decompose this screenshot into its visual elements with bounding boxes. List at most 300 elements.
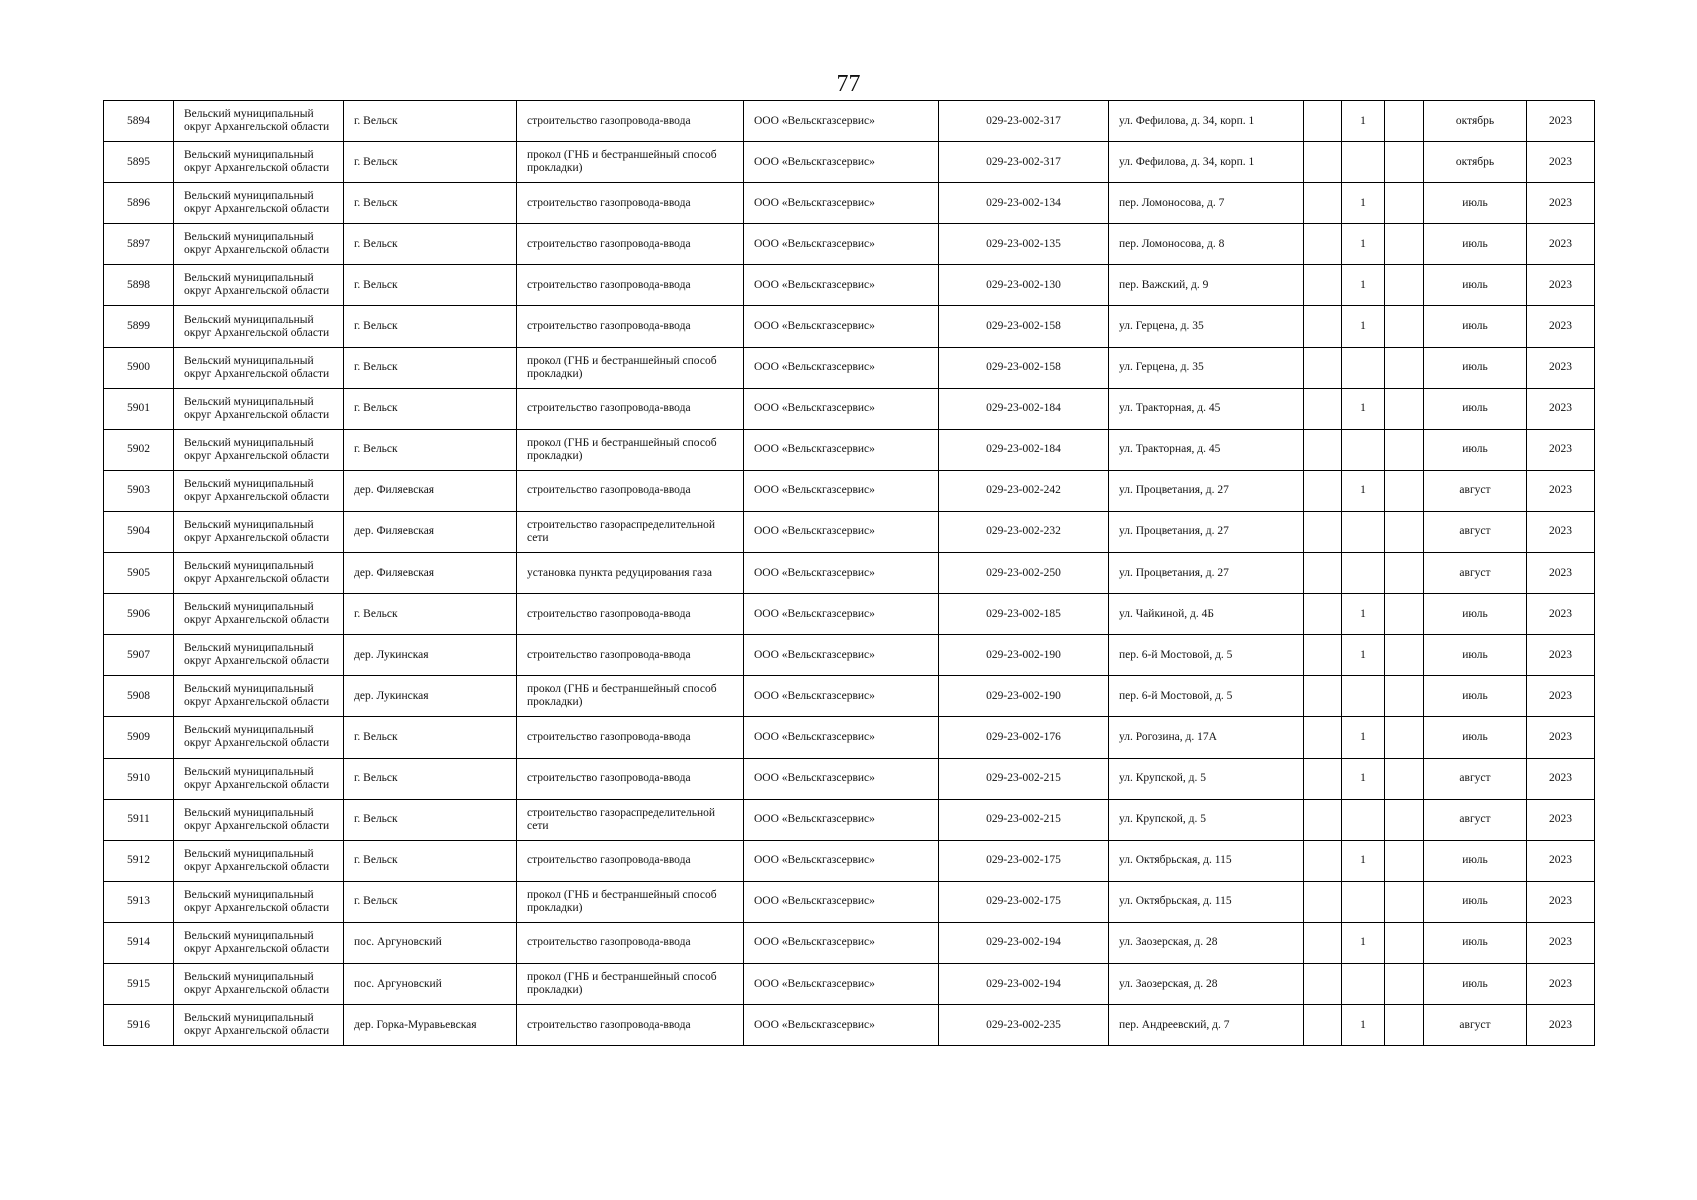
row-number: 5899	[104, 306, 174, 347]
row-work-type: строительство газопровода-ввода	[517, 306, 744, 347]
row-address: ул. Крупской, д. 5	[1109, 799, 1304, 840]
row-work-type: прокол (ГНБ и бестраншейный способ прокладки)	[517, 347, 744, 388]
table-row	[104, 922, 1595, 963]
row-locality: г. Вельск	[344, 881, 517, 922]
row-col-8	[1304, 963, 1342, 1004]
row-col-10	[1385, 758, 1424, 799]
row-col-10	[1385, 265, 1424, 306]
row-locality: дер. Филяевская	[344, 470, 517, 511]
row-month: июль	[1424, 635, 1527, 676]
table-row	[104, 347, 1595, 388]
table-row	[104, 594, 1595, 635]
row-year: 2023	[1527, 183, 1595, 224]
row-col-10	[1385, 388, 1424, 429]
row-address: пер. Ломоносова, д. 7	[1109, 183, 1304, 224]
row-year: 2023	[1527, 922, 1595, 963]
row-region: Вельский муниципальный округ Архангельской области	[174, 429, 344, 470]
row-col-8	[1304, 224, 1342, 265]
row-count: 1	[1342, 717, 1385, 758]
table-row	[104, 717, 1595, 758]
row-code: 029-23-002-158	[939, 306, 1109, 347]
row-count	[1342, 429, 1385, 470]
row-year: 2023	[1527, 676, 1595, 717]
row-organization: ООО «Вельскгазсервис»	[744, 511, 939, 552]
row-work-type: прокол (ГНБ и бестраншейный способ прокладки)	[517, 429, 744, 470]
row-month: август	[1424, 470, 1527, 511]
row-work-type: строительство газопровода-ввода	[517, 758, 744, 799]
row-code: 029-23-002-175	[939, 840, 1109, 881]
row-col-10	[1385, 511, 1424, 552]
row-work-type: строительство газораспределительной сети	[517, 511, 744, 552]
row-organization: ООО «Вельскгазсервис»	[744, 963, 939, 1004]
row-code: 029-23-002-190	[939, 676, 1109, 717]
row-organization: ООО «Вельскгазсервис»	[744, 758, 939, 799]
row-address: ул. Заозерская, д. 28	[1109, 963, 1304, 1004]
row-count: 1	[1342, 758, 1385, 799]
row-year: 2023	[1527, 306, 1595, 347]
row-year: 2023	[1527, 142, 1595, 183]
row-region: Вельский муниципальный округ Архангельской области	[174, 840, 344, 881]
row-col-10	[1385, 101, 1424, 142]
row-code: 029-23-002-175	[939, 881, 1109, 922]
row-organization: ООО «Вельскгазсервис»	[744, 183, 939, 224]
row-number: 5896	[104, 183, 174, 224]
row-col-10	[1385, 1005, 1424, 1046]
row-number: 5903	[104, 470, 174, 511]
row-count: 1	[1342, 265, 1385, 306]
row-number: 5901	[104, 388, 174, 429]
row-work-type: установка пункта редуцирования газа	[517, 553, 744, 594]
row-number: 5913	[104, 881, 174, 922]
row-locality: г. Вельск	[344, 183, 517, 224]
row-work-type: строительство газораспределительной сети	[517, 799, 744, 840]
table-row	[104, 758, 1595, 799]
row-col-8	[1304, 594, 1342, 635]
row-region: Вельский муниципальный округ Архангельской области	[174, 553, 344, 594]
row-region: Вельский муниципальный округ Архангельской области	[174, 676, 344, 717]
row-month: июль	[1424, 922, 1527, 963]
row-number: 5902	[104, 429, 174, 470]
row-count	[1342, 799, 1385, 840]
row-year: 2023	[1527, 224, 1595, 265]
row-count: 1	[1342, 594, 1385, 635]
row-address: ул. Октябрьская, д. 115	[1109, 881, 1304, 922]
table-row	[104, 635, 1595, 676]
row-address: ул. Октябрьская, д. 115	[1109, 840, 1304, 881]
row-count	[1342, 881, 1385, 922]
row-organization: ООО «Вельскгазсервис»	[744, 676, 939, 717]
row-col-10	[1385, 717, 1424, 758]
row-month: июль	[1424, 840, 1527, 881]
row-region: Вельский муниципальный округ Архангельской области	[174, 142, 344, 183]
row-region: Вельский муниципальный округ Архангельской области	[174, 183, 344, 224]
row-code: 029-23-002-235	[939, 1005, 1109, 1046]
row-year: 2023	[1527, 470, 1595, 511]
row-year: 2023	[1527, 1005, 1595, 1046]
row-col-8	[1304, 101, 1342, 142]
row-region: Вельский муниципальный округ Архангельской области	[174, 306, 344, 347]
row-month: июль	[1424, 676, 1527, 717]
row-address: ул. Тракторная, д. 45	[1109, 388, 1304, 429]
row-year: 2023	[1527, 881, 1595, 922]
row-col-10	[1385, 840, 1424, 881]
row-locality: пос. Аргуновский	[344, 963, 517, 1004]
page-number: 77	[836, 71, 861, 97]
registry-rows	[104, 101, 1595, 1046]
row-region: Вельский муниципальный округ Архангельской области	[174, 224, 344, 265]
row-count	[1342, 142, 1385, 183]
row-organization: ООО «Вельскгазсервис»	[744, 594, 939, 635]
row-count: 1	[1342, 922, 1385, 963]
row-month: июль	[1424, 717, 1527, 758]
row-code: 029-23-002-215	[939, 799, 1109, 840]
row-region: Вельский муниципальный округ Архангельской области	[174, 799, 344, 840]
row-region: Вельский муниципальный округ Архангельской области	[174, 635, 344, 676]
row-number: 5897	[104, 224, 174, 265]
table-row	[104, 553, 1595, 594]
row-month: август	[1424, 758, 1527, 799]
row-code: 029-23-002-194	[939, 922, 1109, 963]
row-work-type: строительство газопровода-ввода	[517, 717, 744, 758]
row-year: 2023	[1527, 265, 1595, 306]
row-address: пер. 6-й Мостовой, д. 5	[1109, 635, 1304, 676]
row-number: 5911	[104, 799, 174, 840]
row-number: 5907	[104, 635, 174, 676]
row-code: 029-23-002-250	[939, 553, 1109, 594]
row-col-8	[1304, 922, 1342, 963]
row-work-type: строительство газопровода-ввода	[517, 101, 744, 142]
row-work-type: строительство газопровода-ввода	[517, 183, 744, 224]
row-number: 5915	[104, 963, 174, 1004]
row-number: 5906	[104, 594, 174, 635]
row-col-8	[1304, 306, 1342, 347]
row-month: июль	[1424, 306, 1527, 347]
row-col-10	[1385, 470, 1424, 511]
row-region: Вельский муниципальный округ Архангельской области	[174, 881, 344, 922]
row-work-type: прокол (ГНБ и бестраншейный способ прокладки)	[517, 963, 744, 1004]
row-organization: ООО «Вельскгазсервис»	[744, 101, 939, 142]
table-row	[104, 429, 1595, 470]
row-locality: г. Вельск	[344, 594, 517, 635]
row-count: 1	[1342, 101, 1385, 142]
row-code: 029-23-002-317	[939, 142, 1109, 183]
row-region: Вельский муниципальный округ Архангельской области	[174, 594, 344, 635]
row-work-type: прокол (ГНБ и бестраншейный способ прокладки)	[517, 881, 744, 922]
row-code: 029-23-002-194	[939, 963, 1109, 1004]
table-row	[104, 388, 1595, 429]
row-col-8	[1304, 388, 1342, 429]
table-row	[104, 470, 1595, 511]
row-organization: ООО «Вельскгазсервис»	[744, 429, 939, 470]
row-region: Вельский муниципальный округ Архангельской области	[174, 922, 344, 963]
row-code: 029-23-002-242	[939, 470, 1109, 511]
row-col-10	[1385, 347, 1424, 388]
table-row	[104, 224, 1595, 265]
row-region: Вельский муниципальный округ Архангельской области	[174, 347, 344, 388]
row-code: 029-23-002-232	[939, 511, 1109, 552]
row-year: 2023	[1527, 594, 1595, 635]
row-col-8	[1304, 840, 1342, 881]
row-col-8	[1304, 429, 1342, 470]
row-address: ул. Процветания, д. 27	[1109, 470, 1304, 511]
row-address: ул. Фефилова, д. 34, корп. 1	[1109, 101, 1304, 142]
table-row	[104, 101, 1595, 142]
row-col-8	[1304, 470, 1342, 511]
row-organization: ООО «Вельскгазсервис»	[744, 840, 939, 881]
row-count	[1342, 553, 1385, 594]
table-row	[104, 265, 1595, 306]
row-number: 5908	[104, 676, 174, 717]
row-organization: ООО «Вельскгазсервис»	[744, 265, 939, 306]
row-count: 1	[1342, 183, 1385, 224]
row-count	[1342, 511, 1385, 552]
row-col-8	[1304, 635, 1342, 676]
row-code: 029-23-002-130	[939, 265, 1109, 306]
row-count: 1	[1342, 840, 1385, 881]
row-col-8	[1304, 183, 1342, 224]
row-region: Вельский муниципальный округ Архангельской области	[174, 758, 344, 799]
row-year: 2023	[1527, 717, 1595, 758]
row-address: ул. Герцена, д. 35	[1109, 347, 1304, 388]
row-locality: г. Вельск	[344, 265, 517, 306]
row-year: 2023	[1527, 511, 1595, 552]
row-code: 029-23-002-135	[939, 224, 1109, 265]
row-count: 1	[1342, 388, 1385, 429]
row-organization: ООО «Вельскгазсервис»	[744, 1005, 939, 1046]
row-month: июль	[1424, 388, 1527, 429]
row-count: 1	[1342, 1005, 1385, 1046]
row-address: пер. Важский, д. 9	[1109, 265, 1304, 306]
row-month: июль	[1424, 881, 1527, 922]
row-organization: ООО «Вельскгазсервис»	[744, 717, 939, 758]
row-region: Вельский муниципальный округ Архангельской области	[174, 511, 344, 552]
row-month: август	[1424, 799, 1527, 840]
row-address: ул. Процветания, д. 27	[1109, 553, 1304, 594]
row-locality: г. Вельск	[344, 429, 517, 470]
row-work-type: строительство газопровода-ввода	[517, 635, 744, 676]
row-year: 2023	[1527, 758, 1595, 799]
row-locality: г. Вельск	[344, 306, 517, 347]
row-work-type: строительство газопровода-ввода	[517, 594, 744, 635]
row-number: 5914	[104, 922, 174, 963]
row-year: 2023	[1527, 799, 1595, 840]
row-code: 029-23-002-185	[939, 594, 1109, 635]
row-year: 2023	[1527, 429, 1595, 470]
row-col-8	[1304, 717, 1342, 758]
row-number: 5912	[104, 840, 174, 881]
row-col-10	[1385, 306, 1424, 347]
row-code: 029-23-002-317	[939, 101, 1109, 142]
row-locality: г. Вельск	[344, 799, 517, 840]
row-month: октябрь	[1424, 101, 1527, 142]
row-organization: ООО «Вельскгазсервис»	[744, 224, 939, 265]
row-number: 5895	[104, 142, 174, 183]
row-code: 029-23-002-184	[939, 388, 1109, 429]
row-month: август	[1424, 1005, 1527, 1046]
row-work-type: строительство газопровода-ввода	[517, 388, 744, 429]
row-count	[1342, 963, 1385, 1004]
row-number: 5910	[104, 758, 174, 799]
row-year: 2023	[1527, 347, 1595, 388]
row-organization: ООО «Вельскгазсервис»	[744, 799, 939, 840]
row-count: 1	[1342, 635, 1385, 676]
row-month: август	[1424, 511, 1527, 552]
row-number: 5900	[104, 347, 174, 388]
row-work-type: прокол (ГНБ и бестраншейный способ прокладки)	[517, 142, 744, 183]
row-count	[1342, 676, 1385, 717]
row-locality: г. Вельск	[344, 717, 517, 758]
row-organization: ООО «Вельскгазсервис»	[744, 553, 939, 594]
row-col-8	[1304, 511, 1342, 552]
row-col-10	[1385, 594, 1424, 635]
row-col-8	[1304, 1005, 1342, 1046]
table-row	[104, 799, 1595, 840]
row-code: 029-23-002-190	[939, 635, 1109, 676]
row-locality: дер. Лукинская	[344, 676, 517, 717]
row-locality: пос. Аргуновский	[344, 922, 517, 963]
row-year: 2023	[1527, 840, 1595, 881]
table-row	[104, 511, 1595, 552]
row-address: ул. Тракторная, д. 45	[1109, 429, 1304, 470]
row-address: ул. Рогозина, д. 17А	[1109, 717, 1304, 758]
row-col-10	[1385, 142, 1424, 183]
row-work-type: строительство газопровода-ввода	[517, 265, 744, 306]
row-number: 5904	[104, 511, 174, 552]
row-col-10	[1385, 963, 1424, 1004]
table-row	[104, 306, 1595, 347]
row-work-type: строительство газопровода-ввода	[517, 470, 744, 511]
row-month: октябрь	[1424, 142, 1527, 183]
row-month: июль	[1424, 265, 1527, 306]
row-organization: ООО «Вельскгазсервис»	[744, 470, 939, 511]
row-address: ул. Крупской, д. 5	[1109, 758, 1304, 799]
row-organization: ООО «Вельскгазсервис»	[744, 388, 939, 429]
row-number: 5898	[104, 265, 174, 306]
table-row	[104, 142, 1595, 183]
row-month: июль	[1424, 224, 1527, 265]
row-locality: дер. Горка-Муравьевская	[344, 1005, 517, 1046]
row-address: пер. Ломоносова, д. 8	[1109, 224, 1304, 265]
row-work-type: строительство газопровода-ввода	[517, 922, 744, 963]
row-year: 2023	[1527, 963, 1595, 1004]
row-number: 5916	[104, 1005, 174, 1046]
row-code: 029-23-002-134	[939, 183, 1109, 224]
row-region: Вельский муниципальный округ Архангельской области	[174, 101, 344, 142]
table-row	[104, 676, 1595, 717]
row-year: 2023	[1527, 635, 1595, 676]
row-count: 1	[1342, 306, 1385, 347]
row-region: Вельский муниципальный округ Архангельской области	[174, 470, 344, 511]
row-organization: ООО «Вельскгазсервис»	[744, 635, 939, 676]
row-year: 2023	[1527, 388, 1595, 429]
row-organization: ООО «Вельскгазсервис»	[744, 347, 939, 388]
row-month: август	[1424, 553, 1527, 594]
row-col-10	[1385, 429, 1424, 470]
row-col-8	[1304, 347, 1342, 388]
row-region: Вельский муниципальный округ Архангельской области	[174, 717, 344, 758]
row-work-type: прокол (ГНБ и бестраншейный способ прокладки)	[517, 676, 744, 717]
row-organization: ООО «Вельскгазсервис»	[744, 881, 939, 922]
row-month: июль	[1424, 594, 1527, 635]
row-number: 5894	[104, 101, 174, 142]
row-locality: г. Вельск	[344, 388, 517, 429]
row-locality: г. Вельск	[344, 101, 517, 142]
row-col-8	[1304, 881, 1342, 922]
row-locality: г. Вельск	[344, 840, 517, 881]
row-locality: дер. Лукинская	[344, 635, 517, 676]
row-organization: ООО «Вельскгазсервис»	[744, 306, 939, 347]
row-col-8	[1304, 799, 1342, 840]
row-col-8	[1304, 553, 1342, 594]
row-locality: дер. Филяевская	[344, 511, 517, 552]
row-locality: г. Вельск	[344, 758, 517, 799]
table-row	[104, 840, 1595, 881]
row-col-10	[1385, 799, 1424, 840]
row-region: Вельский муниципальный округ Архангельской области	[174, 388, 344, 429]
row-address: пер. 6-й Мостовой, д. 5	[1109, 676, 1304, 717]
row-col-8	[1304, 142, 1342, 183]
row-region: Вельский муниципальный округ Архангельской области	[174, 963, 344, 1004]
row-col-10	[1385, 635, 1424, 676]
row-code: 029-23-002-158	[939, 347, 1109, 388]
row-number: 5905	[104, 553, 174, 594]
row-year: 2023	[1527, 101, 1595, 142]
row-address: ул. Чайкиной, д. 4Б	[1109, 594, 1304, 635]
row-month: июль	[1424, 183, 1527, 224]
row-work-type: строительство газопровода-ввода	[517, 840, 744, 881]
registry-table	[103, 100, 1595, 1046]
row-code: 029-23-002-215	[939, 758, 1109, 799]
row-col-10	[1385, 183, 1424, 224]
row-col-10	[1385, 676, 1424, 717]
row-organization: ООО «Вельскгазсервис»	[744, 922, 939, 963]
row-code: 029-23-002-184	[939, 429, 1109, 470]
row-locality: г. Вельск	[344, 142, 517, 183]
row-work-type: строительство газопровода-ввода	[517, 1005, 744, 1046]
row-address: ул. Фефилова, д. 34, корп. 1	[1109, 142, 1304, 183]
row-organization: ООО «Вельскгазсервис»	[744, 142, 939, 183]
row-col-8	[1304, 758, 1342, 799]
row-region: Вельский муниципальный округ Архангельской области	[174, 265, 344, 306]
row-work-type: строительство газопровода-ввода	[517, 224, 744, 265]
row-address: пер. Андреевский, д. 7	[1109, 1005, 1304, 1046]
row-locality: г. Вельск	[344, 347, 517, 388]
row-locality: г. Вельск	[344, 224, 517, 265]
row-col-8	[1304, 676, 1342, 717]
row-count: 1	[1342, 224, 1385, 265]
row-count	[1342, 347, 1385, 388]
row-month: июль	[1424, 429, 1527, 470]
table-row	[104, 183, 1595, 224]
row-year: 2023	[1527, 553, 1595, 594]
row-count: 1	[1342, 470, 1385, 511]
row-col-10	[1385, 553, 1424, 594]
row-code: 029-23-002-176	[939, 717, 1109, 758]
row-address: ул. Заозерская, д. 28	[1109, 922, 1304, 963]
row-col-10	[1385, 922, 1424, 963]
table-row	[104, 963, 1595, 1004]
row-col-10	[1385, 881, 1424, 922]
row-col-8	[1304, 265, 1342, 306]
row-address: ул. Процветания, д. 27	[1109, 511, 1304, 552]
row-month: июль	[1424, 963, 1527, 1004]
row-address: ул. Герцена, д. 35	[1109, 306, 1304, 347]
row-locality: дер. Филяевская	[344, 553, 517, 594]
table-row	[104, 1005, 1595, 1046]
row-number: 5909	[104, 717, 174, 758]
table-row	[104, 881, 1595, 922]
row-region: Вельский муниципальный округ Архангельской области	[174, 1005, 344, 1046]
